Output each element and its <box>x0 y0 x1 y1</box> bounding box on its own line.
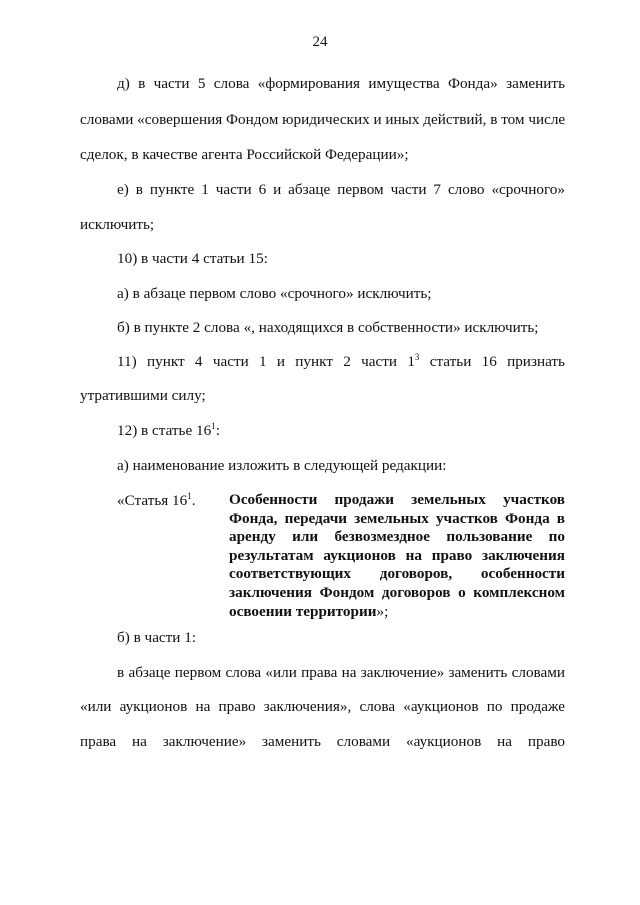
article-title-line-5: соответствующих договоров, особенности <box>229 565 565 583</box>
article-title-line-6: заключения Фондом договоров о комплексном <box>229 583 565 601</box>
item-12-b-heading: б) в части 1: <box>117 629 197 646</box>
page-number: 24 <box>312 34 328 50</box>
paragraph-d-line-2: словами «совершения Фондом юридических и иных действий, в том числе <box>80 111 566 128</box>
article-title-line-2: Фонда, передачи земельных участков Фонда в <box>229 509 565 527</box>
paragraph-d-line-3: сделок, в качестве агента Российской Федерации»; <box>80 146 409 163</box>
item-11-text-after: статьи 16 признать <box>419 353 565 370</box>
article-label-superscript: 1 <box>187 491 192 501</box>
item-10-b: б) в пункте 2 слова «, находящихся в собственности» исключить; <box>117 319 539 336</box>
item-12-heading-superscript: 1 <box>211 421 216 431</box>
article-title-line-7-text: освоении территории <box>229 602 377 620</box>
item-11-line-2: утратившими силу; <box>80 387 206 404</box>
paragraph-e-line-2: исключить; <box>80 216 155 233</box>
paragraph-e-line-1: е) в пункте 1 части 6 и абзаце первом части 7 слово «срочного» <box>117 181 565 198</box>
article-label-period: . <box>191 492 196 509</box>
item-11-text-before: 11) пункт 4 части 1 и пункт 2 части 1 <box>117 353 415 370</box>
item-12-b-line-1: в абзаце первом слова «или права на заключение» заменить словами <box>117 664 565 681</box>
item-12-b-line-2: «или аукционов на право заключения», слова «аукционов по продаже <box>80 698 565 715</box>
item-12-a: а) наименование изложить в следующей редакции: <box>117 457 447 474</box>
article-title <box>229 491 565 621</box>
paragraph-d-line-1: д) в части 5 слова «формирования имущества Фонда» заменить <box>117 75 565 92</box>
item-12-b-line-3: права на заключение» заменить словами «аукционов на право <box>80 733 565 750</box>
article-label <box>117 491 196 511</box>
article-label-text: «Статья 16 <box>117 492 188 509</box>
item-11-superscript: 3 <box>414 352 420 362</box>
article-title-closing: »; <box>376 602 389 620</box>
article-title-line-4: результатам аукционов на право заключения <box>229 546 565 564</box>
item-11-line-1 <box>117 352 565 372</box>
article-title-line-7 <box>229 603 565 622</box>
item-12-heading-text: 12) в статье 16 <box>117 422 212 439</box>
article-title-line-3: аренду или безвозмездное пользование по <box>229 528 565 546</box>
item-10-a: а) в абзаце первом слово «срочного» исключить; <box>117 285 432 302</box>
item-12-heading <box>117 421 565 441</box>
item-10-heading: 10) в части 4 статьи 15: <box>117 250 268 267</box>
article-title-line-1: Особенности продажи земельных участков <box>229 491 565 508</box>
item-12-heading-colon: : <box>215 422 220 439</box>
